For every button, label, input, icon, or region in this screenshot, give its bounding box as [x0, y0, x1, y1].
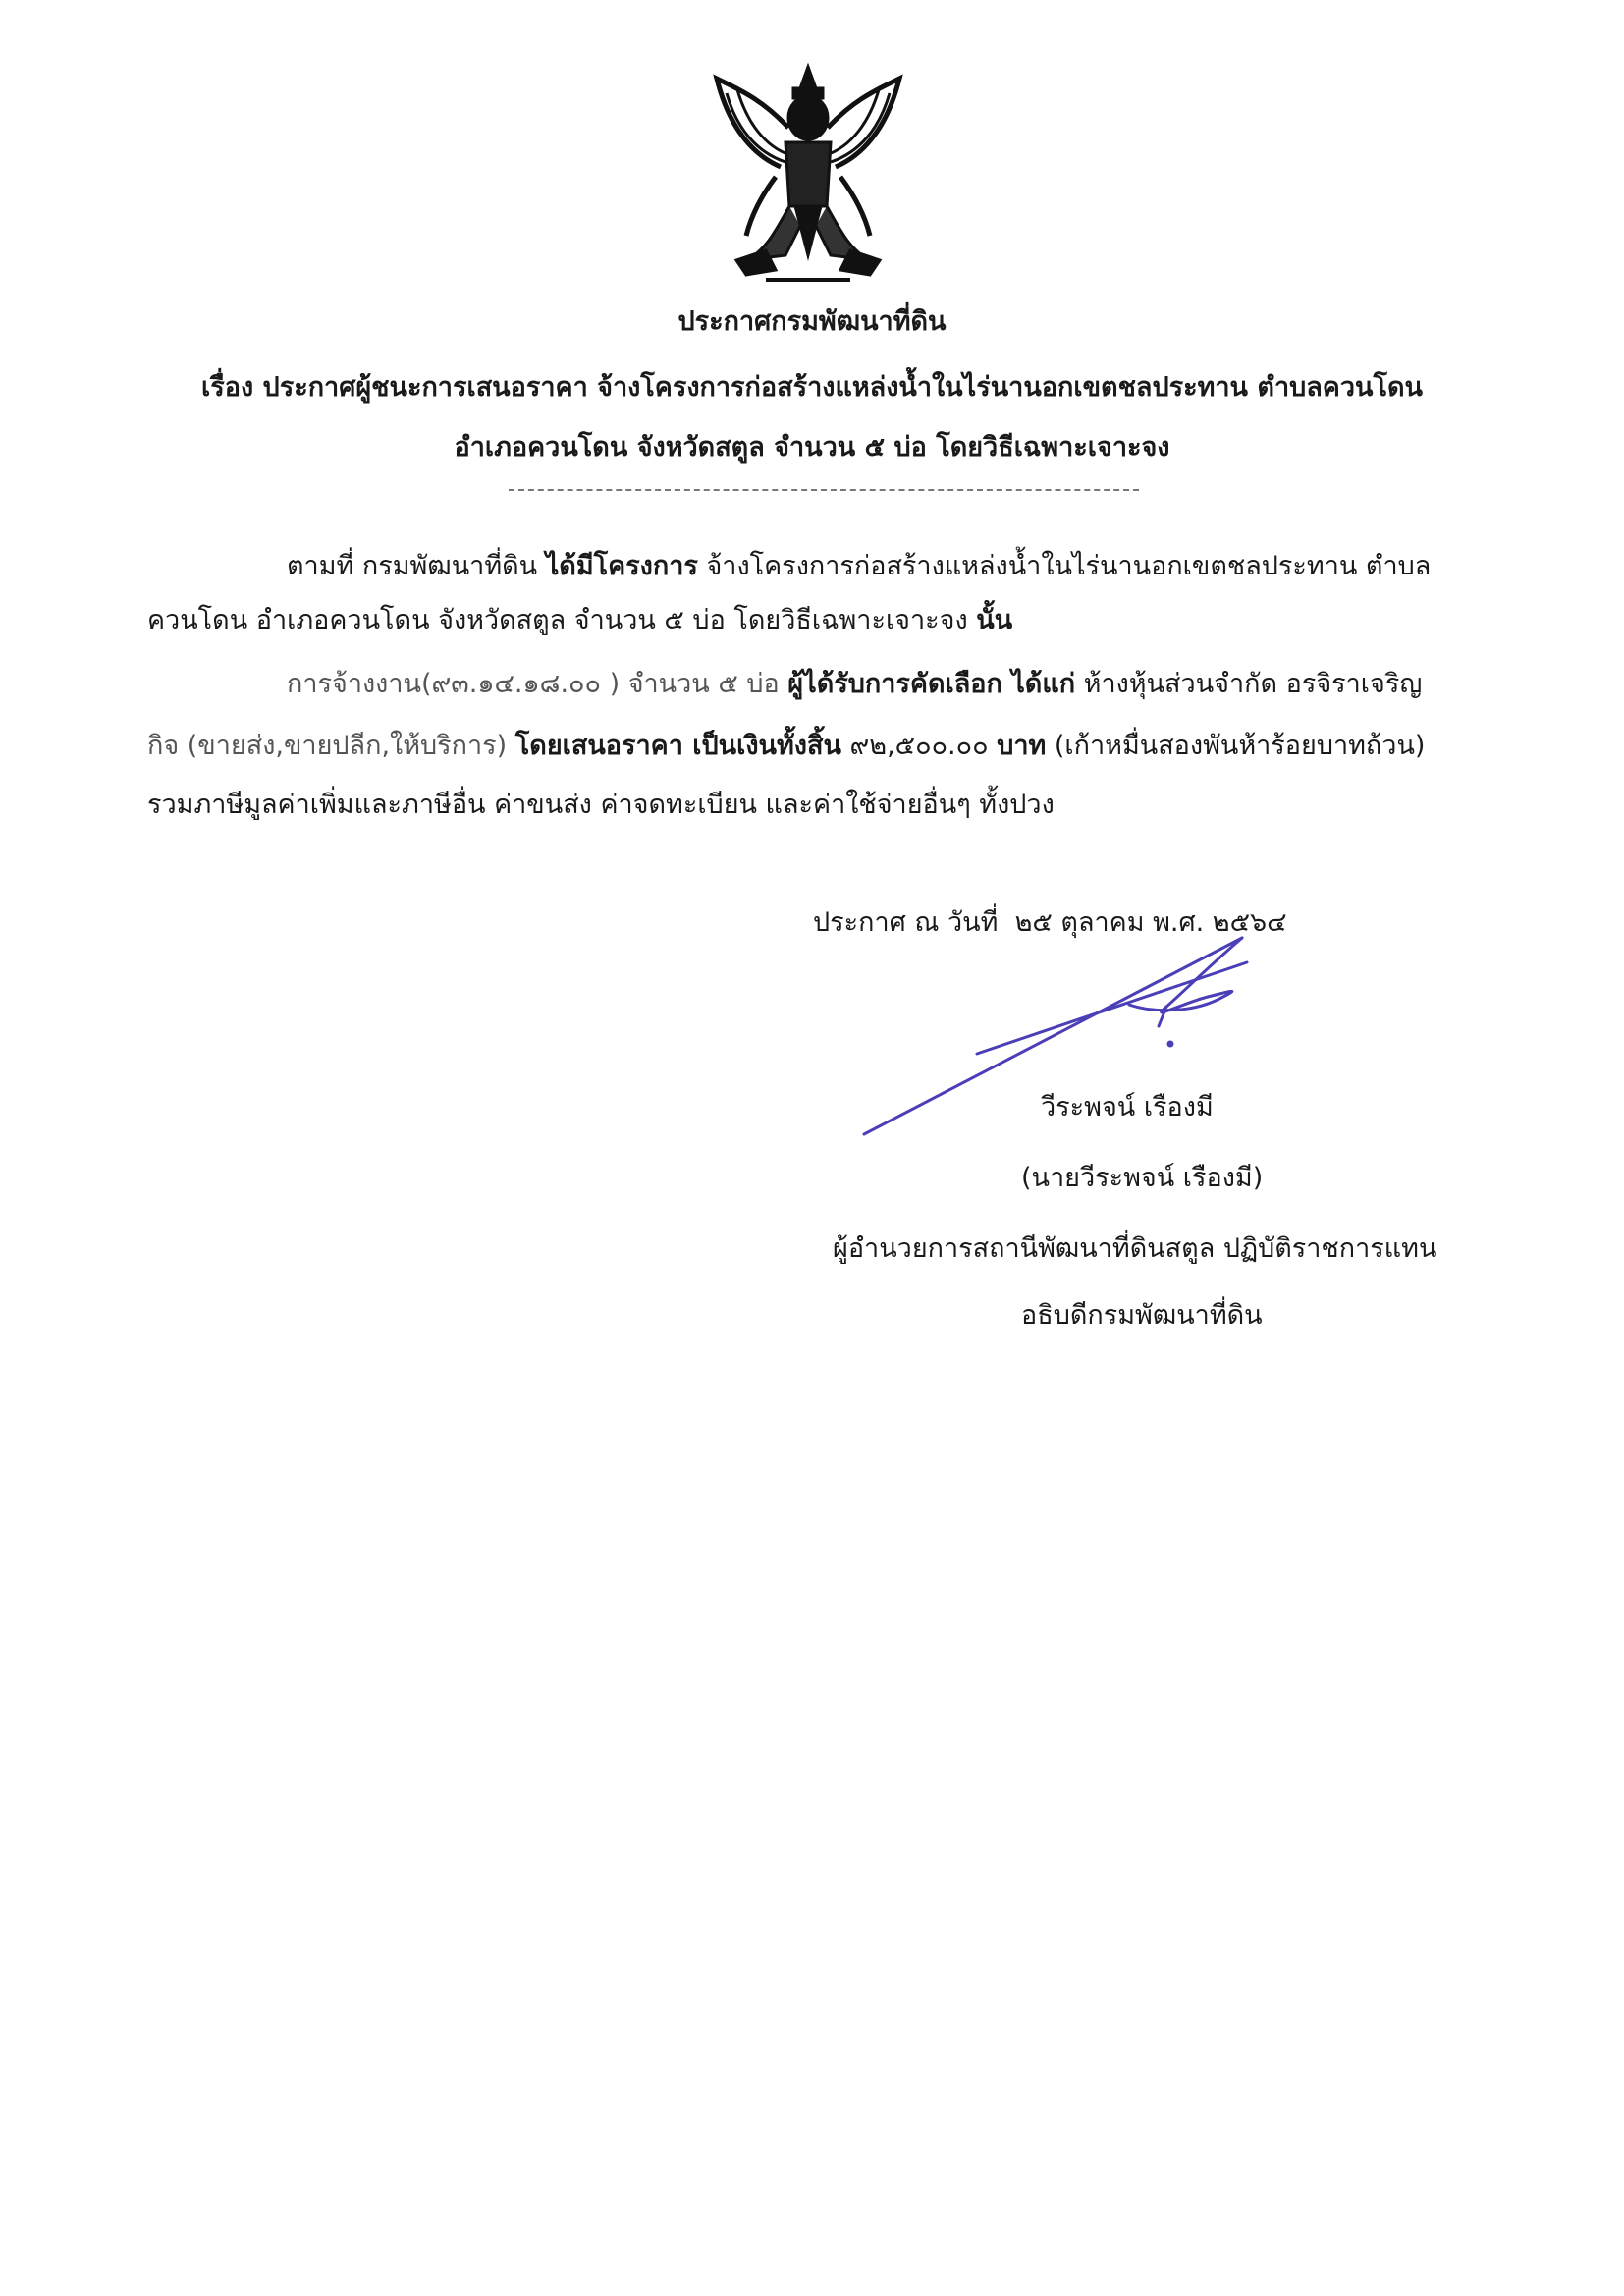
paragraph-1-line-1: [287, 547, 1431, 586]
paragraph-1-line-2: [147, 601, 1012, 640]
subject-line-2: อำเภอควนโดน จังหวัดสตูล จำนวน ๕ บ่อ โดยวิธีเฉพาะเจาะจง: [454, 432, 1170, 463]
separator-line: [509, 489, 1139, 491]
p2-amount-words: (เก้าหมื่นสองพันห้าร้อยบาทถ้วน): [1046, 731, 1426, 761]
date-label: ประกาศ ณ วันที่: [813, 907, 999, 938]
p2-amount: ๙๒,๕๐๐.๐๐: [840, 731, 998, 761]
p1-text-e: นั้น: [976, 605, 1013, 635]
p1-text-a: ตามที่ กรมพัฒนาที่ดิน: [287, 551, 546, 581]
p1-text-c: จ้างโครงการก่อสร้างแหล่งน้ำในไร่นานอกเขตชลประทาน ตำบล: [697, 551, 1432, 581]
paragraph-2-line-1: [287, 665, 1422, 704]
signatory-name: วีระพจน์ เรืองมี: [1041, 1092, 1214, 1122]
subject-line-1: เรื่อง ประกาศผู้ชนะการเสนอราคา จ้างโครงการก่อสร้างแหล่งน้ำในไร่นานอกเขตชลประทาน ตำบลควนโดน: [201, 372, 1423, 403]
paragraph-2-line-2: [147, 727, 1425, 766]
p1-text-d: ควนโดน อำเภอควนโดน จังหวัดสตูล จำนวน ๕ บ่อ โดยวิธีเฉพาะเจาะจง: [147, 605, 977, 635]
p2-currency: บาท: [997, 731, 1047, 761]
p2-text-c: ห้างหุ้นส่วนจำกัด อรจิราเจริญ: [1075, 669, 1423, 699]
signatory-position-1: ผู้อำนวยการสถานีพัฒนาที่ดินสตูล ปฏิบัติราชการแทน: [833, 1233, 1437, 1264]
p2-text-d: กิจ (ขายส่ง,ขายปลีก,ให้บริการ): [147, 731, 515, 761]
p2-text-a: การจ้างงาน(๙๓.๑๔.๑๘.๐๐ ) จำนวน ๕ บ่อ: [287, 669, 788, 699]
p2-text-e: โดยเสนอราคา เป็นเงินทั้งสิ้น: [514, 731, 841, 761]
date-value: ๒๕ ตุลาคม พ.ศ. ๒๕๖๔: [1014, 907, 1287, 938]
p1-text-b: ได้มีโครงการ: [545, 551, 698, 581]
p2-text-b: ผู้ได้รับการคัดเลือก ได้แก่: [787, 669, 1076, 699]
signatory-full-name: (นายวีระพจน์ เรืองมี): [1021, 1163, 1264, 1193]
agency-title: ประกาศกรมพัฒนาที่ดิน: [677, 306, 947, 337]
signatory-position-2: อธิบดีกรมพัฒนาที่ดิน: [1021, 1300, 1263, 1331]
garuda-emblem-icon: [707, 59, 909, 287]
paragraph-2-line-3: รวมภาษีมูลค่าเพิ่มและภาษีอื่น ค่าขนส่ง ค่าจดทะเบียน และค่าใช้จ่ายอื่นๆ ทั้งปวง: [147, 790, 1055, 820]
